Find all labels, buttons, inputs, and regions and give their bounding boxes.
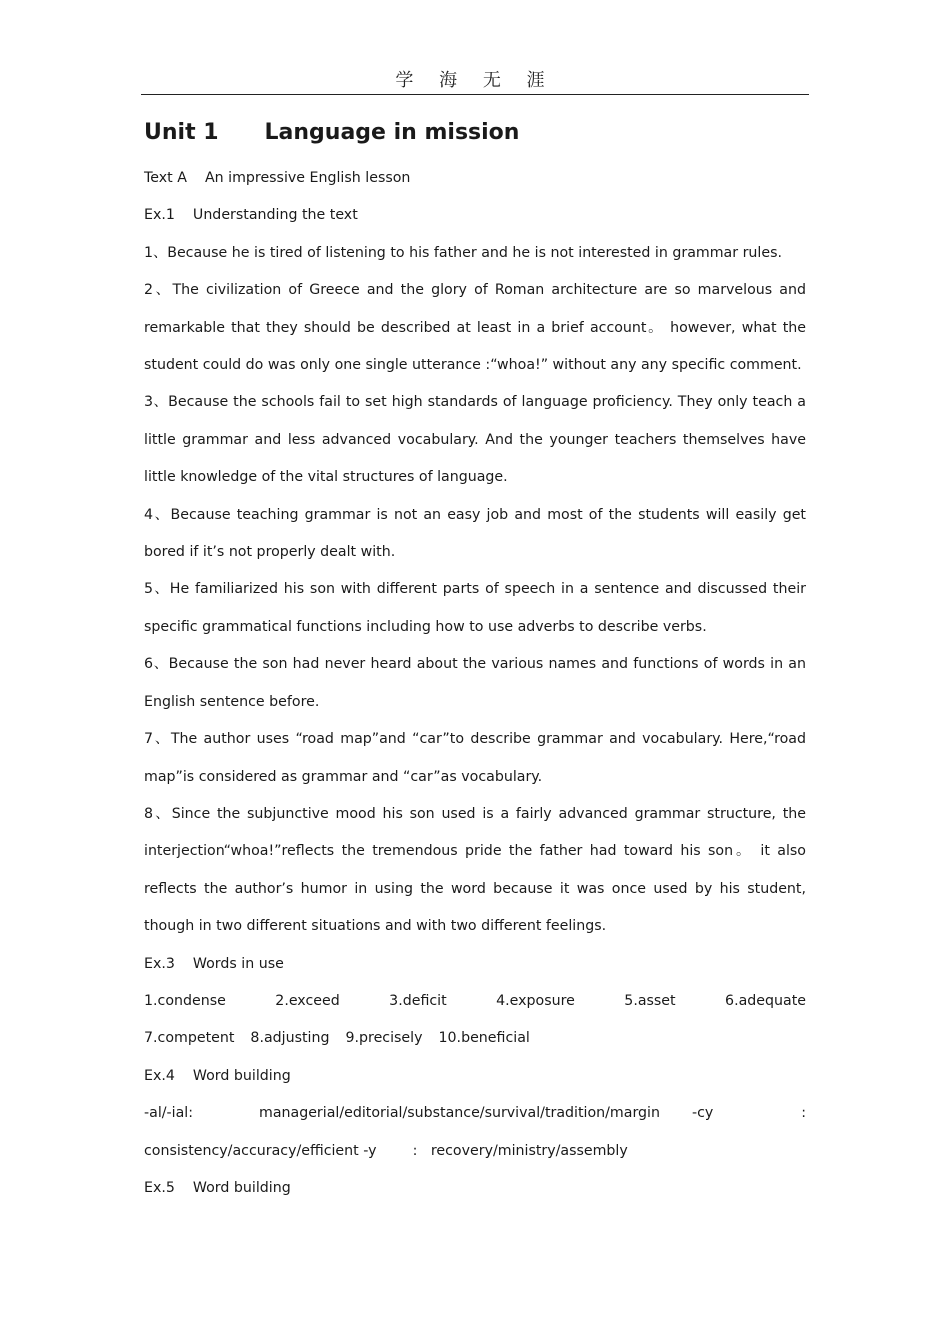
unit-title: Unit 1 Language in mission	[144, 120, 520, 145]
word-building-row-2: consistency/accuracy/efficient -y : recovery/ministry/assembly	[144, 1142, 628, 1159]
word-item: 4.exposure	[496, 992, 575, 1009]
word-item: 7.competent	[144, 1030, 235, 1047]
suffix-label: -al/-ial:	[144, 1105, 194, 1122]
answer-7: 7、The author uses “road map”and “car”to describe grammar and vocabulary. Here,“road map”is considered as grammar and “car”as vocabulary.	[144, 731, 806, 785]
word-item: 6.adequate	[725, 992, 806, 1009]
word-item: 1.condense	[144, 992, 226, 1009]
header-divider	[141, 94, 809, 95]
ex4-heading: Ex.4 Word building	[144, 1067, 291, 1084]
answer-6: 6、Because the son had never heard about the various names and functions of words in an English sentence before.	[144, 656, 806, 710]
ex1-heading: Ex.1 Understanding the text	[144, 207, 358, 224]
page-header: 学 海 无 涯	[395, 70, 555, 91]
answer-4: 4、Because teaching grammar is not an easy job and most of the students will easily get bored if it’s not properly dealt with.	[144, 506, 806, 561]
document-body	[144, 110, 806, 1207]
word-building-row-1	[144, 1095, 806, 1132]
suffix-label: -cy	[692, 1105, 714, 1122]
answer-8: 8、Since the subjunctive mood his son used is a fairly advanced grammar structure, the interjection“whoa!”reflects the tremendous pride the father had toward his son。 it also reflects the author’s humor in using the word because it was once used by his student, though in two different situations and with two different feelings.	[144, 805, 806, 935]
ex5-heading: Ex.5 Word building	[144, 1179, 291, 1196]
ex3-heading: Ex.3 Words in use	[144, 955, 284, 972]
answer-1: 1、Because he is tired of listening to his father and he is not interested in grammar rules.	[144, 244, 782, 261]
suffix-colon: :	[801, 1105, 806, 1122]
words-in-use-row-1	[144, 983, 806, 1020]
text-a-heading: Text A An impressive English lesson	[144, 170, 411, 186]
answer-3: 3、Because the schools fail to set high standards of language proficiency. They only teach a little grammar and less advanced vocabulary. And the younger teachers themselves have little knowledge of the vital structures of language.	[144, 394, 806, 486]
word-item: 3.deficit	[389, 992, 447, 1009]
answer-5: 5、He familiarized his son with different parts of speech in a sentence and discussed their specific grammatical functions including how to use adverbs to describe verbs.	[144, 581, 806, 635]
words-in-use-row-2	[144, 1020, 806, 1057]
suffix-words: managerial/editorial/substance/survival/tradition/margin	[259, 1105, 660, 1122]
answer-2: 2、The civilization of Greece and the glory of Roman architecture are so marvelous and remarkable that they should be described at least in a brief account。 however, what the student could do was only one single utterance :“whoa!” without any any specific comment.	[144, 282, 806, 374]
word-item: 10.beneficial	[438, 1030, 530, 1047]
word-item: 8.adjusting	[250, 1030, 330, 1047]
word-item: 5.asset	[624, 992, 676, 1009]
word-item: 2.exceed	[275, 992, 340, 1009]
word-item: 9.precisely	[345, 1030, 423, 1047]
